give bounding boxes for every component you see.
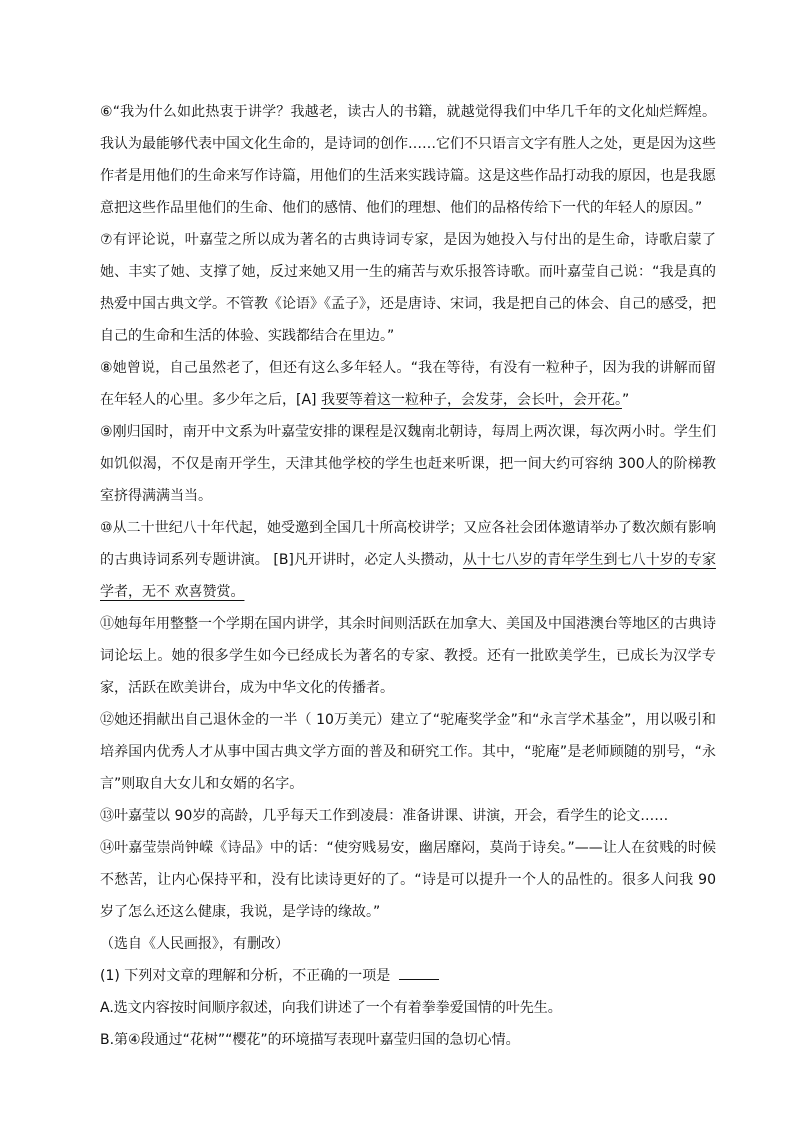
option-a: A.选文内容按时间顺序叙述，向我们讲述了一个有着拳拳爱国情的叶先生。: [100, 1000, 562, 1016]
paragraph-13: ⑬叶嘉莹以 90岁的高龄，几乎每天工作到凌晨：准备讲课、讲演，开会，看学生的论文……: [100, 808, 669, 824]
article-body: [100, 96, 716, 1056]
paragraph-10: [100, 512, 716, 608]
paragraph-14: ⑭叶嘉莹崇尚钟嵘《诗品》中的话：“使穷贱易安，幽居靡闷，莫尚于诗矣。”——让人在贫贱的时候不愁苦，让内心保持平和，没有比读诗更好的了。“诗是可以提升一个人的品性的。很多人问我 90岁了怎么还这么健康，我说，是学诗的缘故。”: [100, 840, 716, 920]
source-note: （选自《人民画报》，有删改）: [100, 936, 289, 952]
paragraph-6: ⑥“我为什么如此热衷于讲学？我越老，读古人的书籍，就越觉得我们中华几千年的文化灿烂辉煌。我认为最能够代表中国文化生命的，是诗词的创作……它们不只语言文字有胜人之处，更是因为这些作者是用他们的生命来写作诗篇，用他们的生活来实践诗篇。这是这些作品打动我的原因，也是我愿意把这些作品里他们的生命、他们的感情、他们的理想、他们的品格传给下一代的年轻人的原因。”: [100, 104, 716, 216]
underlined-sentence-a: 我要等着这一粒种子，会发芽，会长叶，会开花。: [320, 392, 622, 408]
paragraph-8-text: ⑧她曾说，自己虽然老了，但还有这么多年轻人。“我在等待，有没有一粒种子，因为我的讲解而留在年轻人的心里。多少年之后，[A]: [100, 360, 716, 408]
option-b: B.第④段通过“花树”“樱花”的环境描写表现叶嘉莹归国的急切心情。: [100, 1032, 520, 1048]
paragraph-12: ⑫她还捐献出自己退休金的一半（ 10万美元）建立了“驼庵奖学金”和“永言学术基金”，用以吸引和培养国内优秀人才从事中国古典文学方面的普及和研究工作。其中，“驼庵”是老师顾随的别号，“永言”则取自大女儿和女婿的名字。: [100, 712, 716, 792]
paragraph-9: ⑨刚归国时，南开中文系为叶嘉莹安排的课程是汉魏南北朝诗，每周上两次课，每次两小时。学生们如饥似渴，不仅是南开学生，天津其他学校的学生也赶来听课，把一间大约可容纳 300人的阶梯教室挤得满满当当。: [100, 424, 716, 504]
question-stem: [100, 960, 716, 992]
answer-blank[interactable]: [399, 965, 439, 980]
paragraph-11: ⑪她每年用整整一个学期在国内讲学，其余时间则活跃在加拿大、美国及中国港澳台等地区的古典诗词论坛上。她的很多学生如今已经成长为著名的专家、教授。还有一批欧美学生，已成长为汉学专家，活跃在欧美讲台，成为中华文化的传播者。: [100, 616, 716, 696]
paragraph-7: ⑦有评论说，叶嘉莹之所以成为著名的古典诗词专家，是因为她投入与付出的是生命，诗歌启蒙了她、丰实了她、支撑了她，反过来她又用一生的痛苦与欢乐报答诗歌。而叶嘉莹自己说：“我是真的热爱中国古典文学。不管教《论语》《孟子》，还是唐诗、宋词，我是把自己的体会、自己的感受，把自己的生命和生活的体验、实践都结合在里边。”: [100, 232, 716, 344]
paragraph-8: [100, 352, 716, 416]
paragraph-10-text: ⑩从二十世纪八十年代起，她受邀到全国几十所高校讲学；又应各社会团体邀请举办了数次颇有影响的古典诗词系列专题讲演。 [B]凡开讲时，必定人头攒动，: [100, 520, 716, 568]
question-stem-text: (1) 下列对文章的理解和分析，不正确的一项是: [100, 968, 395, 984]
paragraph-8-end: ”: [621, 392, 630, 408]
underlined-sentence-b: 从十七八岁的青年学生到七八十岁的专家学者，无不 欢喜赞赏。: [100, 552, 717, 600]
